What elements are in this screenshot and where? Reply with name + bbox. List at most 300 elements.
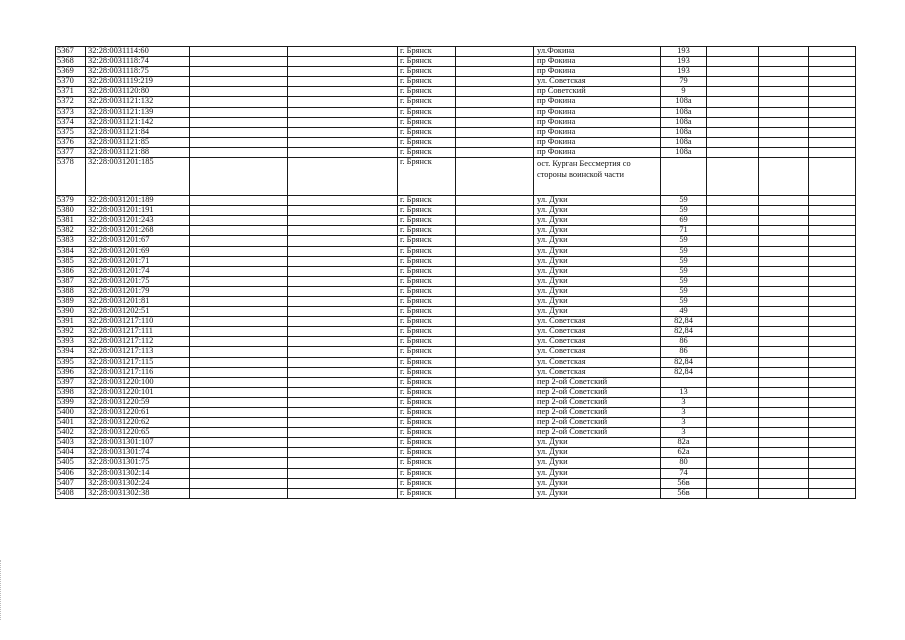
empty-cell (288, 158, 398, 196)
table-row (56, 397, 856, 407)
cadastral-number-cell: 32:28:0031121:132 (86, 97, 190, 107)
cadastral-number-cell: 32:28:0031201:268 (86, 226, 190, 236)
empty-cell (759, 67, 809, 77)
empty-cell (809, 67, 856, 77)
empty-cell (190, 236, 288, 246)
empty-cell (456, 317, 534, 327)
row-number-cell: 5397 (56, 377, 86, 387)
street-cell: ул. Дуки (534, 236, 661, 246)
row-number-cell: 5404 (56, 448, 86, 458)
empty-cell (759, 216, 809, 226)
row-number-cell: 5378 (56, 158, 86, 196)
row-number-cell: 5375 (56, 127, 86, 137)
empty-cell (456, 256, 534, 266)
empty-cell (456, 357, 534, 367)
cadastral-number-cell: 32:28:0031120:80 (86, 87, 190, 97)
empty-cell (288, 216, 398, 226)
street-cell: ул. Дуки (534, 216, 661, 226)
row-number-cell: 5372 (56, 97, 86, 107)
city-cell: г. Брянск (398, 468, 456, 478)
cadastral-number-cell: 32:28:0031301:107 (86, 438, 190, 448)
cadastral-number-cell: 32:28:0031118:75 (86, 67, 190, 77)
empty-cell (190, 77, 288, 87)
empty-cell (809, 438, 856, 448)
cadastral-number-cell: 32:28:0031121:85 (86, 137, 190, 147)
street-cell: пр Фокина (534, 67, 661, 77)
empty-cell (707, 77, 759, 87)
empty-cell (759, 377, 809, 387)
empty-cell (456, 236, 534, 246)
empty-cell (288, 286, 398, 296)
row-number-cell: 5407 (56, 478, 86, 488)
city-cell: г. Брянск (398, 397, 456, 407)
empty-cell (809, 236, 856, 246)
empty-cell (707, 377, 759, 387)
table-row (56, 458, 856, 468)
row-number-cell: 5368 (56, 57, 86, 67)
empty-cell (809, 147, 856, 157)
table-row (56, 87, 856, 97)
street-cell: пер 2-ой Советский (534, 387, 661, 397)
house-number-cell: 49 (661, 307, 707, 317)
empty-cell (456, 266, 534, 276)
house-number-cell: 86 (661, 347, 707, 357)
house-number-cell: 59 (661, 236, 707, 246)
empty-cell (288, 57, 398, 67)
row-number-cell: 5369 (56, 67, 86, 77)
empty-cell (190, 206, 288, 216)
empty-cell (190, 246, 288, 256)
city-cell: г. Брянск (398, 296, 456, 306)
table-row (56, 337, 856, 347)
street-cell: пр Советский (534, 87, 661, 97)
empty-cell (190, 367, 288, 377)
cadastral-number-cell: 32:28:0031201:67 (86, 236, 190, 246)
cadastral-number-cell: 32:28:0031201:189 (86, 196, 190, 206)
city-cell: г. Брянск (398, 127, 456, 137)
empty-cell (288, 357, 398, 367)
empty-cell (809, 377, 856, 387)
empty-cell (809, 107, 856, 117)
cadastral-number-cell: 32:28:0031301:75 (86, 458, 190, 468)
house-number-cell: 108а (661, 147, 707, 157)
house-number-cell: 82,84 (661, 327, 707, 337)
cadastral-number-cell: 32:28:0031217:115 (86, 357, 190, 367)
empty-cell (759, 158, 809, 196)
empty-cell (707, 317, 759, 327)
house-number-cell: 71 (661, 226, 707, 236)
empty-cell (288, 87, 398, 97)
table-row (56, 408, 856, 418)
street-cell: пер 2-ой Советский (534, 397, 661, 407)
empty-cell (456, 377, 534, 387)
empty-cell (190, 296, 288, 306)
empty-cell (456, 458, 534, 468)
empty-cell (707, 266, 759, 276)
street-cell: ост. Курган Бессмертия со стороны воинской части (534, 158, 661, 196)
empty-cell (288, 127, 398, 137)
empty-cell (707, 468, 759, 478)
empty-cell (759, 468, 809, 478)
street-cell: ул. Дуки (534, 196, 661, 206)
empty-cell (707, 296, 759, 306)
cadastral-number-cell: 32:28:0031201:81 (86, 296, 190, 306)
table-row (56, 488, 856, 498)
empty-cell (809, 327, 856, 337)
cadastral-number-cell: 32:28:0031217:112 (86, 337, 190, 347)
empty-cell (809, 468, 856, 478)
empty-cell (456, 418, 534, 428)
row-number-cell: 5379 (56, 196, 86, 206)
row-number-cell: 5386 (56, 266, 86, 276)
empty-cell (190, 327, 288, 337)
house-number-cell: 108а (661, 107, 707, 117)
empty-cell (456, 307, 534, 317)
row-number-cell: 5373 (56, 107, 86, 117)
empty-cell (759, 246, 809, 256)
empty-cell (456, 367, 534, 377)
table-row (56, 127, 856, 137)
cadastral-number-cell: 32:28:0031302:24 (86, 478, 190, 488)
empty-cell (759, 418, 809, 428)
empty-cell (190, 147, 288, 157)
empty-cell (288, 347, 398, 357)
empty-cell (288, 246, 398, 256)
street-cell: ул. Советская (534, 367, 661, 377)
empty-cell (809, 478, 856, 488)
empty-cell (456, 428, 534, 438)
empty-cell (809, 256, 856, 266)
table-row (56, 418, 856, 428)
empty-cell (288, 317, 398, 327)
empty-cell (707, 448, 759, 458)
city-cell: г. Брянск (398, 266, 456, 276)
cadastral-number-cell: 32:28:0031220:62 (86, 418, 190, 428)
street-cell: пер 2-ой Советский (534, 377, 661, 387)
empty-cell (190, 256, 288, 266)
empty-cell (456, 206, 534, 216)
empty-cell (809, 367, 856, 377)
row-number-cell: 5389 (56, 296, 86, 306)
street-cell: ул. Дуки (534, 307, 661, 317)
empty-cell (190, 488, 288, 498)
street-cell: ул. Дуки (534, 256, 661, 266)
cadastral-number-cell: 32:28:0031119:219 (86, 77, 190, 87)
empty-cell (759, 488, 809, 498)
city-cell: г. Брянск (398, 367, 456, 377)
empty-cell (707, 276, 759, 286)
empty-cell (288, 266, 398, 276)
row-number-cell: 5377 (56, 147, 86, 157)
street-cell: ул. Дуки (534, 276, 661, 286)
city-cell: г. Брянск (398, 206, 456, 216)
house-number-cell: 56в (661, 488, 707, 498)
table-row (56, 236, 856, 246)
document-page (55, 46, 856, 499)
city-cell: г. Брянск (398, 236, 456, 246)
empty-cell (456, 97, 534, 107)
empty-cell (707, 408, 759, 418)
row-number-cell: 5367 (56, 47, 86, 57)
table-row (56, 97, 856, 107)
empty-cell (707, 117, 759, 127)
empty-cell (809, 347, 856, 357)
empty-cell (190, 387, 288, 397)
empty-cell (456, 87, 534, 97)
table-row (56, 347, 856, 357)
house-number-cell: 108а (661, 117, 707, 127)
street-cell: пр Фокина (534, 147, 661, 157)
row-number-cell: 5391 (56, 317, 86, 327)
row-number-cell: 5405 (56, 458, 86, 468)
empty-cell (759, 47, 809, 57)
empty-cell (190, 226, 288, 236)
empty-cell (759, 387, 809, 397)
street-cell: ул. Советская (534, 337, 661, 347)
empty-cell (288, 77, 398, 87)
house-number-cell: 3 (661, 428, 707, 438)
table-row (56, 107, 856, 117)
table-row (56, 117, 856, 127)
empty-cell (190, 478, 288, 488)
street-cell: ул. Дуки (534, 226, 661, 236)
empty-cell (456, 347, 534, 357)
row-number-cell: 5390 (56, 307, 86, 317)
city-cell: г. Брянск (398, 438, 456, 448)
empty-cell (456, 438, 534, 448)
empty-cell (456, 137, 534, 147)
house-number-cell: 59 (661, 296, 707, 306)
empty-cell (288, 458, 398, 468)
empty-cell (759, 397, 809, 407)
empty-cell (707, 418, 759, 428)
house-number-cell: 59 (661, 276, 707, 286)
cadastral-number-cell: 32:28:0031121:88 (86, 147, 190, 157)
empty-cell (707, 347, 759, 357)
house-number-cell (661, 377, 707, 387)
city-cell: г. Брянск (398, 57, 456, 67)
empty-cell (190, 216, 288, 226)
table-row (56, 286, 856, 296)
table-row (56, 448, 856, 458)
empty-cell (707, 357, 759, 367)
empty-cell (190, 357, 288, 367)
street-cell: ул. Дуки (534, 468, 661, 478)
house-number-cell: 59 (661, 246, 707, 256)
street-cell: пр Фокина (534, 57, 661, 67)
empty-cell (707, 107, 759, 117)
house-number-cell: 69 (661, 216, 707, 226)
empty-cell (809, 397, 856, 407)
empty-cell (707, 246, 759, 256)
empty-cell (759, 57, 809, 67)
empty-cell (759, 317, 809, 327)
house-number-cell: 56в (661, 478, 707, 488)
empty-cell (288, 428, 398, 438)
cadastral-number-cell: 32:28:0031220:101 (86, 387, 190, 397)
table-row (56, 206, 856, 216)
house-number-cell: 79 (661, 77, 707, 87)
empty-cell (707, 226, 759, 236)
empty-cell (288, 256, 398, 266)
empty-cell (456, 226, 534, 236)
street-cell: пр Фокина (534, 107, 661, 117)
empty-cell (456, 286, 534, 296)
empty-cell (288, 408, 398, 418)
table-row (56, 276, 856, 286)
house-number-cell: 74 (661, 468, 707, 478)
empty-cell (288, 488, 398, 498)
table-row (56, 468, 856, 478)
city-cell: г. Брянск (398, 478, 456, 488)
empty-cell (809, 127, 856, 137)
cadastral-number-cell: 32:28:0031121:142 (86, 117, 190, 127)
cadastral-number-cell: 32:28:0031217:110 (86, 317, 190, 327)
street-cell: пер 2-ой Советский (534, 428, 661, 438)
empty-cell (707, 47, 759, 57)
empty-cell (707, 286, 759, 296)
city-cell: г. Брянск (398, 377, 456, 387)
empty-cell (456, 107, 534, 117)
empty-cell (456, 397, 534, 407)
empty-cell (288, 147, 398, 157)
empty-cell (759, 367, 809, 377)
house-number-cell: 59 (661, 206, 707, 216)
cadastral-number-cell: 32:28:0031201:79 (86, 286, 190, 296)
empty-cell (707, 387, 759, 397)
table-row (56, 438, 856, 448)
city-cell: г. Брянск (398, 317, 456, 327)
city-cell: г. Брянск (398, 428, 456, 438)
empty-cell (288, 468, 398, 478)
empty-cell (190, 196, 288, 206)
city-cell: г. Брянск (398, 246, 456, 256)
empty-cell (809, 448, 856, 458)
street-cell: пр Фокина (534, 137, 661, 147)
house-number-cell: 13 (661, 387, 707, 397)
row-number-cell: 5394 (56, 347, 86, 357)
empty-cell (190, 347, 288, 357)
table-row (56, 57, 856, 67)
row-number-cell: 5370 (56, 77, 86, 87)
cadastral-number-cell: 32:28:0031201:71 (86, 256, 190, 266)
house-number-cell: 82,84 (661, 317, 707, 327)
scan-margin-mark (0, 560, 4, 620)
cadastral-number-cell: 32:28:0031302:38 (86, 488, 190, 498)
empty-cell (456, 246, 534, 256)
empty-cell (190, 408, 288, 418)
house-number-cell: 80 (661, 458, 707, 468)
street-cell: пер 2-ой Советский (534, 418, 661, 428)
empty-cell (759, 276, 809, 286)
city-cell: г. Брянск (398, 87, 456, 97)
cadastral-number-cell: 32:28:0031301:74 (86, 448, 190, 458)
empty-cell (809, 357, 856, 367)
table-row (56, 357, 856, 367)
empty-cell (288, 196, 398, 206)
row-number-cell: 5401 (56, 418, 86, 428)
row-number-cell: 5383 (56, 236, 86, 246)
empty-cell (190, 337, 288, 347)
house-number-cell: 59 (661, 256, 707, 266)
cadastral-number-cell: 32:28:0031202:51 (86, 307, 190, 317)
row-number-cell: 5382 (56, 226, 86, 236)
empty-cell (759, 438, 809, 448)
empty-cell (759, 296, 809, 306)
empty-cell (456, 468, 534, 478)
row-number-cell: 5393 (56, 337, 86, 347)
table-row (56, 158, 856, 196)
street-cell: ул.Фокина (534, 47, 661, 57)
table-row (56, 226, 856, 236)
street-cell: ул. Советская (534, 357, 661, 367)
empty-cell (809, 117, 856, 127)
empty-cell (288, 137, 398, 147)
empty-cell (707, 137, 759, 147)
table-row (56, 47, 856, 57)
house-number-cell: 3 (661, 418, 707, 428)
empty-cell (707, 67, 759, 77)
empty-cell (707, 147, 759, 157)
empty-cell (190, 438, 288, 448)
cadastral-number-cell: 32:28:0031201:185 (86, 158, 190, 196)
empty-cell (759, 236, 809, 246)
empty-cell (456, 387, 534, 397)
empty-cell (707, 307, 759, 317)
city-cell: г. Брянск (398, 147, 456, 157)
row-number-cell: 5398 (56, 387, 86, 397)
city-cell: г. Брянск (398, 77, 456, 87)
cadastral-number-cell: 32:28:0031302:14 (86, 468, 190, 478)
house-number-cell: 193 (661, 47, 707, 57)
cadastral-number-cell: 32:28:0031220:100 (86, 377, 190, 387)
city-cell: г. Брянск (398, 67, 456, 77)
empty-cell (456, 488, 534, 498)
city-cell: г. Брянск (398, 488, 456, 498)
empty-cell (809, 317, 856, 327)
empty-cell (288, 327, 398, 337)
table-row (56, 387, 856, 397)
cadastral-number-cell: 32:28:0031220:61 (86, 408, 190, 418)
table-row (56, 367, 856, 377)
empty-cell (707, 327, 759, 337)
empty-cell (190, 317, 288, 327)
house-number-cell: 86 (661, 337, 707, 347)
empty-cell (456, 216, 534, 226)
empty-cell (809, 337, 856, 347)
empty-cell (759, 77, 809, 87)
empty-cell (809, 387, 856, 397)
empty-cell (190, 137, 288, 147)
empty-cell (707, 337, 759, 347)
empty-cell (288, 206, 398, 216)
empty-cell (288, 226, 398, 236)
empty-cell (456, 448, 534, 458)
table-row (56, 147, 856, 157)
empty-cell (288, 387, 398, 397)
empty-cell (809, 47, 856, 57)
empty-cell (707, 97, 759, 107)
empty-cell (809, 428, 856, 438)
empty-cell (759, 206, 809, 216)
city-cell: г. Брянск (398, 387, 456, 397)
city-cell: г. Брянск (398, 107, 456, 117)
cadastral-number-cell: 32:28:0031217:111 (86, 327, 190, 337)
house-number-cell: 59 (661, 286, 707, 296)
empty-cell (809, 57, 856, 67)
street-cell: ул. Дуки (534, 438, 661, 448)
city-cell: г. Брянск (398, 347, 456, 357)
